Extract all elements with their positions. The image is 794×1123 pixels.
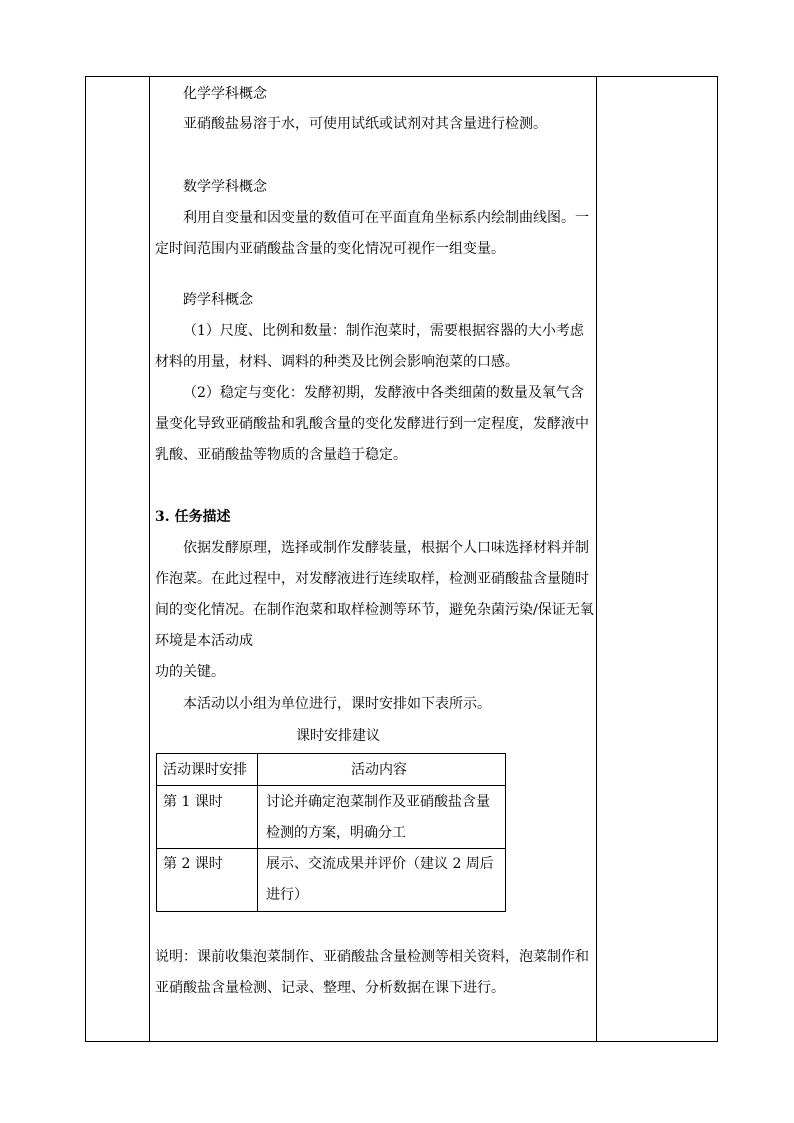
table-row-divider: [157, 785, 505, 786]
table-header-content: 活动内容: [351, 762, 407, 778]
task-text-line: 环境是本活动成: [155, 633, 253, 649]
cross-text-line: 量变化导致亚硝酸盐和乳酸含量的变化发酵进行到一定程度，发酵液中: [155, 416, 589, 432]
chem-heading: 化学学科概念: [183, 86, 267, 102]
task-heading: 3. 任务描述: [155, 509, 231, 525]
table-cell-content: 进行）: [266, 887, 308, 903]
task-text-line: 本活动以小组为单位进行，课时安排如下表所示。: [183, 696, 491, 712]
table-cell-content: 检测的方案，明确分工: [266, 825, 406, 841]
table-cell-content: 展示、交流成果并评价（建议 2 周后: [266, 856, 494, 872]
math-heading: 数学学科概念: [183, 179, 267, 195]
task-text-line: 间的变化情况。在制作泡菜和取样检测等环节，避免杂菌污染/保证无氧: [155, 602, 594, 618]
cross-text-line: 乳酸、亚硝酸盐等物质的含量趋于稳定。: [155, 447, 407, 463]
table-header-session: 活动课时安排: [163, 762, 247, 778]
note-text-line: 亚硝酸盐含量检测、记录、整理、分析数据在课下进行。: [155, 980, 505, 996]
task-text-line: 功的关键。: [155, 664, 225, 680]
cross-heading: 跨学科概念: [183, 292, 253, 308]
table-column-divider: [257, 754, 258, 911]
right-column-divider: [596, 77, 597, 1041]
math-text-line: 利用自变量和因变量的数值可在平面直角坐标系内绘制曲线图。一: [183, 210, 589, 226]
math-text-line: 定时间范围内亚硝酸盐含量的变化情况可视作一组变量。: [155, 241, 505, 257]
task-text-line: 依据发酵原理，选择或制作发酵装量，根据个人口味选择材料并制: [183, 540, 589, 556]
task-text-line: 作泡菜。在此过程中，对发酵液进行连续取样，检测亚硝酸盐含量随时: [155, 571, 589, 587]
note-text-line: 说明：课前收集泡菜制作、亚硝酸盐含量检测等相关资料，泡菜制作和: [155, 949, 589, 965]
chem-text: 亚硝酸盐易溶于水，可使用试纸或试剂对其含量进行检测。: [183, 116, 547, 132]
cross-text-line: （1）尺度、比例和数量：制作泡菜时，需要根据容器的大小考虑: [183, 323, 584, 339]
left-column-divider: [149, 77, 150, 1041]
cross-text-line: 材料的用量，材料、调料的种类及比例会影响泡菜的口感。: [155, 354, 519, 370]
cross-text-line: （2）稳定与变化：发酵初期，发酵液中各类细菌的数量及氧气含: [183, 385, 584, 401]
table-row-divider: [157, 848, 505, 849]
table-cell-session: 第 1 课时: [163, 794, 223, 810]
table-title: 课时安排建议: [296, 728, 380, 744]
table-cell-content: 讨论并确定泡菜制作及亚硝酸盐含量: [266, 794, 490, 810]
table-cell-session: 第 2 课时: [163, 856, 223, 872]
